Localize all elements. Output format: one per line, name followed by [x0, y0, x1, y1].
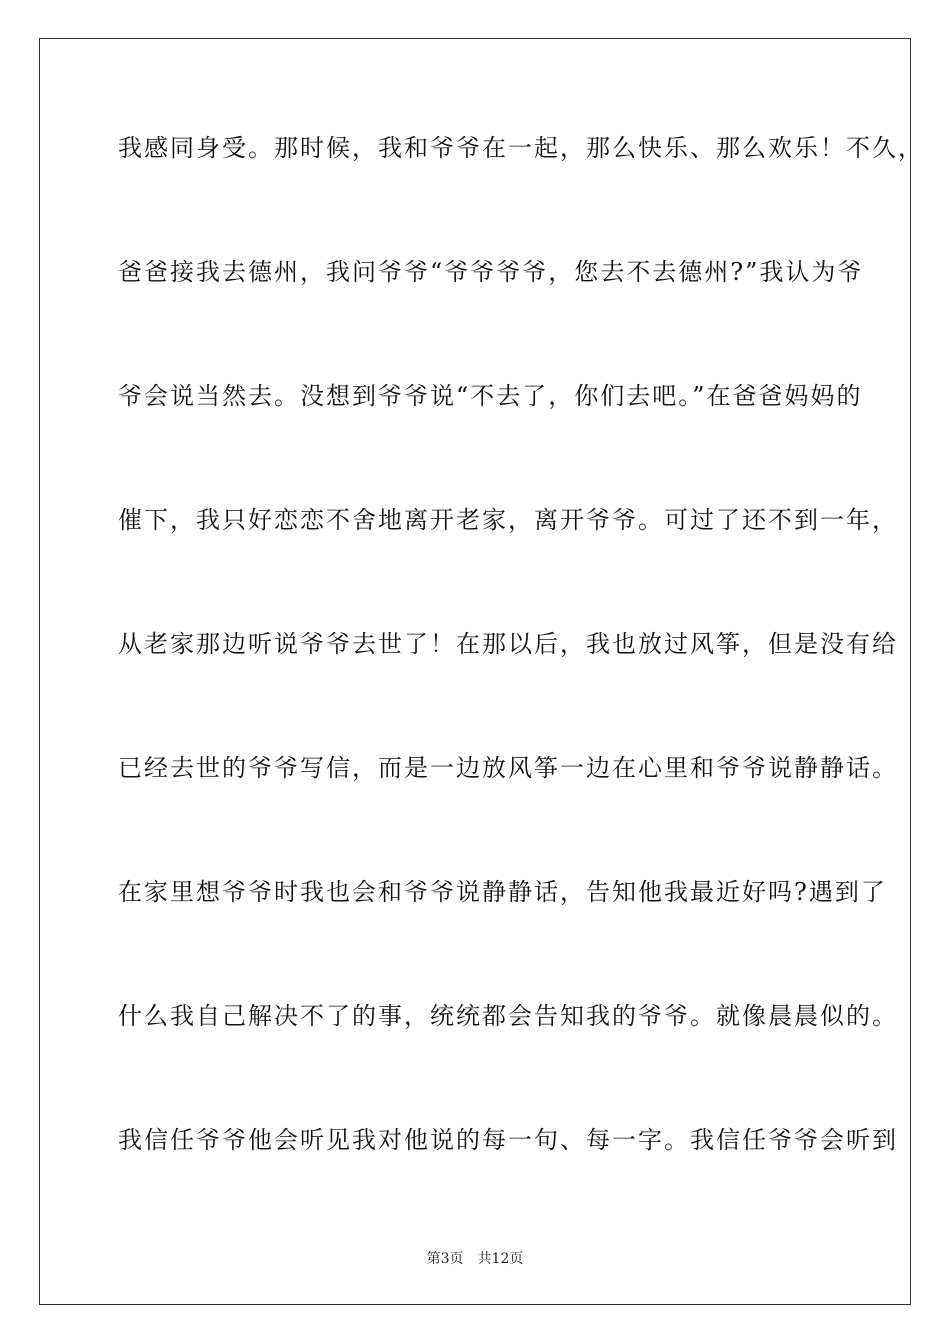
- text-line: 在家里想爷爷时我也会和爷爷说静静话，告知他我最近好吗?遇到了: [118, 878, 887, 906]
- text-line: 我感同身受。那时候，我和爷爷在一起，那么快乐、那么欢乐！不久，: [118, 134, 924, 162]
- text-line: 我信任爷爷他会听见我对他说的每一句、每一字。我信任爷爷会听到: [118, 1126, 898, 1154]
- text-line: 什么我自己解决不了的事，统统都会告知我的爷爷。就像晨晨似的。: [118, 1002, 898, 1030]
- text-line: 爷会说当然去。没想到爷爷说“不去了，你们去吧。”在爸爸妈妈的: [118, 382, 863, 410]
- text-line: 从老家那边听说爷爷去世了！在那以后，我也放过风筝，但是没有给: [118, 630, 898, 658]
- text-line: 催下，我只好恋恋不舍地离开老家，离开爷爷。可过了还不到一年，: [118, 506, 898, 534]
- text-line: 爸爸接我去德州，我问爷爷“爷爷爷爷，您去不去德州?”我认为爷: [118, 258, 864, 286]
- document-body: [118, 128, 924, 1244]
- text-line: 已经去世的爷爷写信，而是一边放风筝一边在心里和爷爷说静静话。: [118, 754, 898, 782]
- page-number-footer: 第3页 共12页: [426, 1251, 524, 1267]
